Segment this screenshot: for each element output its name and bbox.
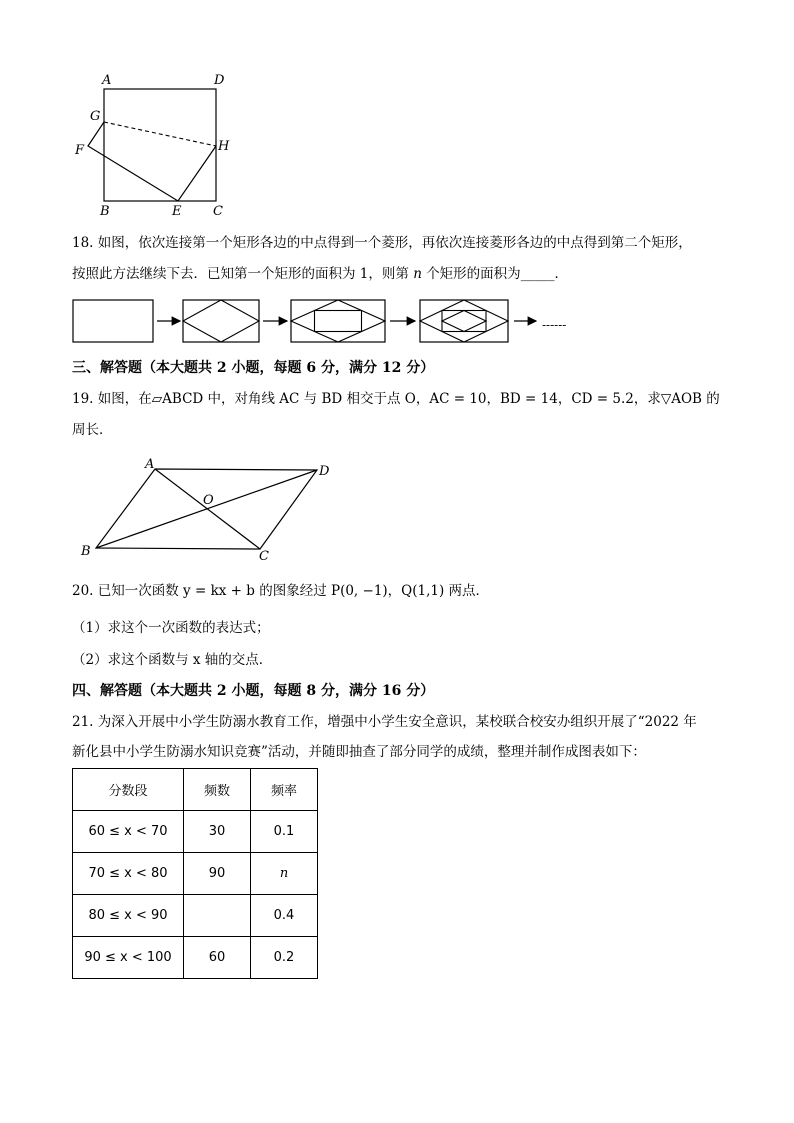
table-row [73,853,318,895]
section-3-heading: 三、解答题（本大题共 2 小题，每题 6 分，满分 12 分） [72,360,435,376]
table-header: 分数段 [73,769,184,811]
label-E: E [172,204,182,219]
label-A: A [102,73,112,88]
table-row [73,937,318,979]
section-4-heading: 四、解答题（本大题共 2 小题，每题 8 分，满分 16 分） [72,683,435,699]
table-cell: 80 ≤ x < 90 [73,895,184,937]
figure-parallelogram [75,452,345,567]
figure-fold-square [70,70,250,220]
inner-rect-4 [442,311,486,332]
rect-1 [73,300,153,342]
q19-line1: 19. 如图，在▱ABCD 中，对角线 AC 与 BD 相交于点 O，AC = 10，BD = 14，CD = 5.2，求▽AOB 的 [72,391,720,407]
q18-n-var: n [413,266,422,282]
q18-ellipsis: ------ [542,318,567,332]
q18-line2-end: ． [554,266,568,282]
table-cell: 90 [184,853,251,895]
table-header-row [73,769,318,811]
q18-line1: 18. 如图，依次连接第一个矩形各边的中点得到一个菱形，再依次连接菱形各边的中点得到第二个矩形， [72,235,692,251]
q19-line2: 周长． [72,422,113,438]
q20-sub1: （1）求这个一次函数的表达式； [72,620,270,636]
table-cell: 30 [184,811,251,853]
label-D: D [214,73,225,88]
table-cell: 70 ≤ x < 80 [73,853,184,895]
q20-sub2: （2）求这个函数与 x 轴的交点． [72,652,273,668]
label-G: G [90,109,101,124]
label-B: B [100,204,110,219]
q18-line2-post: 个矩形的面积为 [426,266,521,282]
label-C: C [213,204,223,219]
table-cell: 0.4 [251,895,318,937]
dashed-gh [104,122,216,146]
rect-2 [183,300,259,342]
table-cell: 60 ≤ x < 70 [73,811,184,853]
table-row [73,811,318,853]
folded-edge [88,122,216,201]
table-cell: 0.1 [251,811,318,853]
label-H: H [218,139,230,154]
label-F: F [75,143,85,158]
table-header: 频率 [251,769,318,811]
rect-4 [420,300,508,342]
label-B: B [81,544,91,559]
q21-line1: 21. 为深入开展中小学生防溺水教育工作，增强中小学生安全意识，某校联合校安办组织开展了“2022 年 [72,714,697,730]
diagonal-bd [96,470,317,548]
q18-line2-pre: 按照此方法继续下去．已知第一个矩形的面积为 1，则第 [72,266,409,282]
frequency-table [72,768,318,979]
label-D: D [319,464,330,479]
figure-nested-shapes [70,296,590,346]
label-C: C [259,549,269,564]
label-O: O [203,493,214,508]
table-header: 频数 [184,769,251,811]
q18-blank: _____ [520,266,555,282]
table-row [73,895,318,937]
table-cell: 60 [184,937,251,979]
q18-line2 [72,264,568,284]
table-cell: 0.2 [251,937,318,979]
rhombus-4 [420,300,508,342]
q21-line2: 新化县中小学生防溺水知识竞赛”活动，并随即抽查了部分同学的成绩，整理并制作成图表如下： [72,744,646,760]
q20-line1: 20. 已知一次函数 y = kx + b 的图象经过 P(0, −1)，Q(1,1) 两点． [72,583,490,599]
label-A: A [145,457,155,472]
rhombus-3 [291,300,385,342]
table-cell [184,895,251,937]
rect-3 [291,300,385,342]
rhombus-2 [183,300,259,342]
table-cell: 90 ≤ x < 100 [73,937,184,979]
table-cell: n [251,853,318,895]
inner-rect-3 [315,311,362,332]
square-abcd [104,89,216,201]
inner-rhombus-4 [442,311,486,332]
